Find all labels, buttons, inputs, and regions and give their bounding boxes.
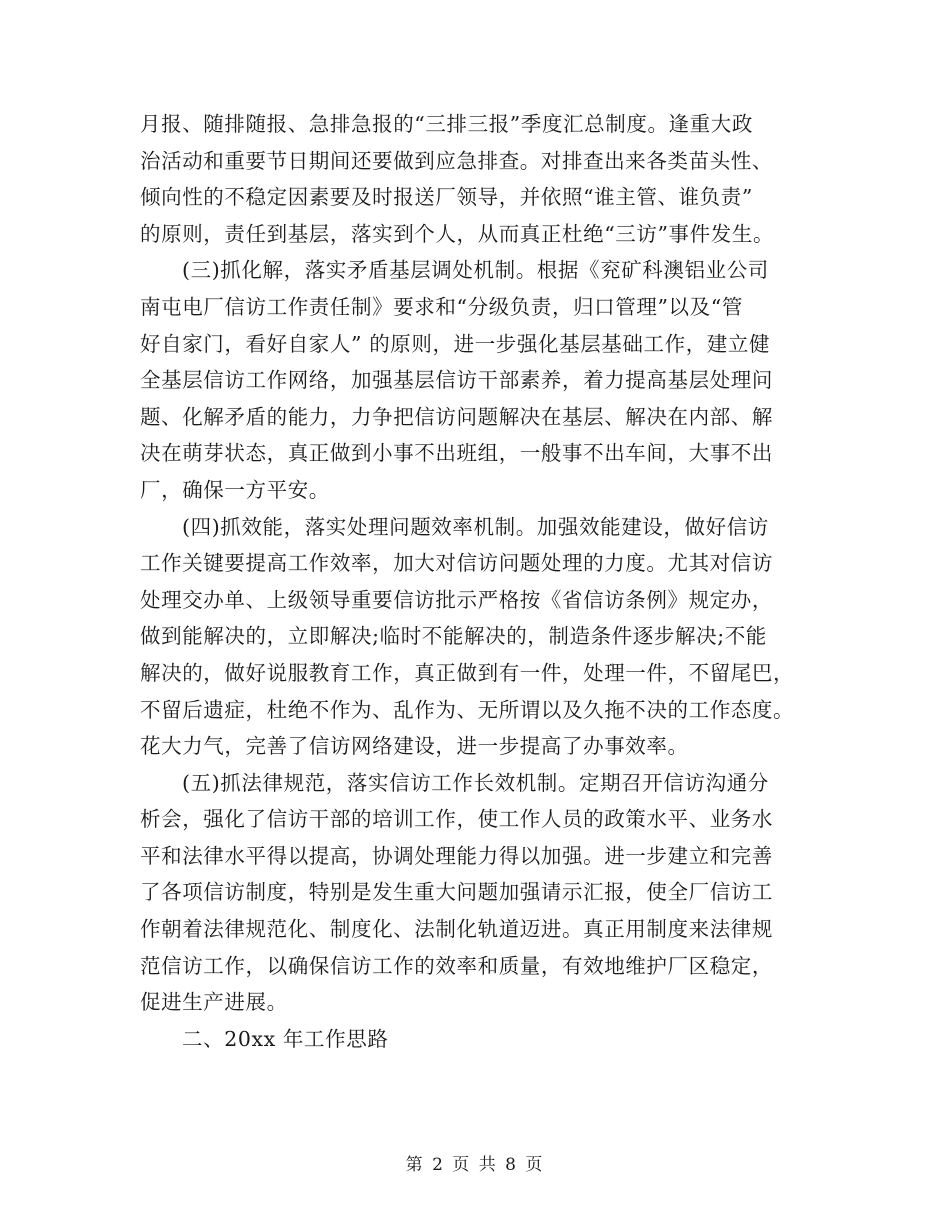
text-line: 题、化解矛盾的能力，力争把信访问题解决在基层、解决在内部、解 (140, 404, 773, 429)
text-line: 花大力气，完善了信访网络建设，进一步提高了办事效率。 (140, 734, 689, 759)
text-line: (三)抓化解，落实矛盾基层调处机制。根据《兖矿科澳铝业公司 (182, 258, 769, 283)
text-line: 好自家门，看好自家人” 的原则，进一步强化基层基础工作，建立健 (140, 331, 771, 356)
document-body (140, 106, 812, 1057)
text-line: 全基层信访工作网络，加强基层信访干部素养，着力提高基层处理问 (140, 368, 773, 393)
text-line: 治活动和重要节日期间还要做到应急排查。对排查出来各类苗头性、 (140, 148, 773, 173)
text-line: 的原则，责任到基层，落实到个人，从而真正杜绝“三访”事件发生。 (140, 221, 775, 246)
text-line: 倾向性的不稳定因素要及时报送厂领导，并依照“谁主管、谁负责” (140, 185, 753, 210)
text-line: 二、20xx 年工作思路 (182, 1026, 389, 1051)
text-line: 促进生产进展。 (140, 990, 288, 1015)
text-line: 范信访工作，以确保信访工作的效率和质量，有效地维护厂区稳定， (140, 953, 773, 978)
text-line: 决在萌芽状态，真正做到小事不出班组，一般事不出车间，大事不出 (140, 441, 773, 466)
text-line: 平和法律水平得以提高，协调处理能力得以加强。进一步建立和完善 (140, 843, 773, 868)
text-line: 做到能解决的，立即解决;临时不能解决的，制造条件逐步解决;不能 (140, 624, 767, 649)
page-number-footer: 第 2 页 共 8 页 (405, 1155, 545, 1175)
text-line: 解决的，做好说服教育工作，真正做到有一件，处理一件，不留尾巴， (140, 660, 795, 685)
text-line: 月报、随排随报、急排急报的“三排三报”季度汇总制度。逢重大政 (140, 112, 753, 136)
text-line: 工作关键要提高工作效率，加大对信访问题处理的力度。尤其对信访 (140, 551, 773, 576)
text-line: 作朝着法律规范化、制度化、法制化轨道迈进。真正用制度来法律规 (140, 917, 773, 942)
text-line: 厂，确保一方平安。 (140, 477, 330, 502)
text-line: 处理交办单、上级领导重要信访批示严格按《省信访条例》规定办， (140, 587, 773, 612)
text-line: 不留后遗症，杜绝不作为、乱作为、无所谓以及久拖不决的工作态度。 (140, 697, 795, 722)
text-line: (五)抓法律规范，落实信访工作长效机制。定期召开信访沟通分 (182, 770, 769, 795)
text-line: 析会，强化了信访干部的培训工作，使工作人员的政策水平、业务水 (140, 807, 773, 832)
text-line: (四)抓效能，落实处理问题效率机制。加强效能建设，做好信访 (182, 514, 769, 539)
text-line: 南屯电厂信访工作责任制》要求和“分级负责，归口管理”以及“管 (140, 294, 743, 319)
text-line: 了各项信访制度，特别是发生重大问题加强请示汇报，使全厂信访工 (140, 880, 773, 905)
